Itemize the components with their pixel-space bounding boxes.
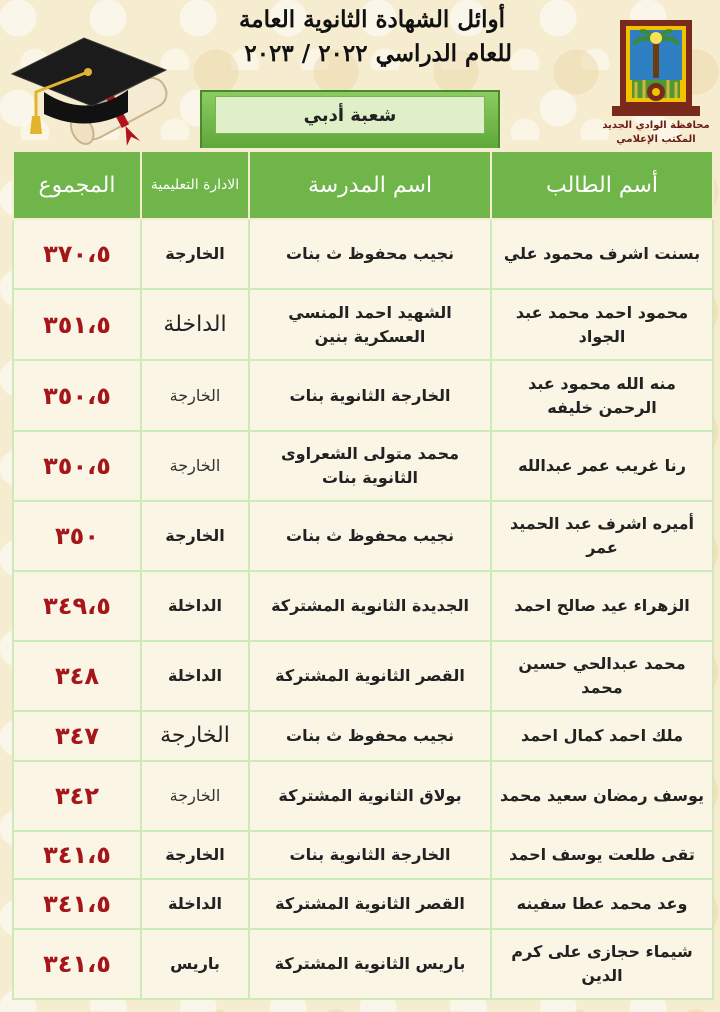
admin-name: الخارجة	[141, 360, 249, 431]
table-row	[13, 501, 713, 571]
admin-name: الداخلة	[141, 571, 249, 641]
page-title: أوائل الشهادة الثانوية العامة	[238, 6, 505, 33]
student-name: أميره اشرف عبد الحميد عمر	[491, 501, 713, 571]
column-header-school: اسم المدرسة	[249, 151, 491, 219]
column-header-total: المجموع	[13, 151, 141, 219]
student-name: ملك احمد كمال احمد	[491, 711, 713, 761]
school-name: باريس الثانوية المشتركة	[249, 929, 491, 999]
table-header-row	[13, 151, 713, 219]
school-name: الشهيد احمد المنسي العسكرية بنين	[249, 289, 491, 360]
school-name: بولاق الثانوية المشتركة	[249, 761, 491, 831]
total-score: ٣٤٨	[13, 641, 141, 711]
school-name: الجديدة الثانوية المشتركة	[249, 571, 491, 641]
school-name: نجيب محفوظ ث بنات	[249, 501, 491, 571]
student-name: محمد عبدالحي حسين محمد	[491, 641, 713, 711]
total-score: ٣٥٠	[13, 501, 141, 571]
admin-name: الخارجة	[141, 831, 249, 879]
logo-subcaption: المكتب الإعلامي	[616, 134, 696, 145]
total-score: ٣٤١،٥	[13, 831, 141, 879]
admin-name: الداخلة	[141, 879, 249, 929]
admin-name: الخارجة	[141, 501, 249, 571]
school-name: القصر الثانوية المشتركة	[249, 641, 491, 711]
student-name: الزهراء عيد صالح احمد	[491, 571, 713, 641]
student-name: منه الله محمود عبد الرحمن خليفه	[491, 360, 713, 431]
total-score: ٣٤٩،٥	[13, 571, 141, 641]
table-row	[13, 711, 713, 761]
student-name: وعد محمد عطا سفينه	[491, 879, 713, 929]
page-subtitle: للعام الدراسي ٢٠٢٢ / ٢٠٢٣	[244, 40, 512, 67]
admin-name: الخارجة	[141, 431, 249, 501]
table-row	[13, 360, 713, 431]
school-name: الخارجة الثانوية بنات	[249, 360, 491, 431]
graduation-cap-diploma-icon	[6, 30, 181, 150]
table-row	[13, 831, 713, 879]
total-score: ٣٥١،٥	[13, 289, 141, 360]
table-row	[13, 571, 713, 641]
admin-name: الخارجة	[141, 711, 249, 761]
total-score: ٣٥٠،٥	[13, 431, 141, 501]
table-row	[13, 219, 713, 289]
section-label: شعبة أدبي	[215, 96, 485, 134]
student-name: بسنت اشرف محمود علي	[491, 219, 713, 289]
admin-name: الخارجة	[141, 761, 249, 831]
column-header-student: أسم الطالب	[491, 151, 713, 219]
total-score: ٣٤١،٥	[13, 879, 141, 929]
table-row	[13, 761, 713, 831]
student-name: محمود احمد محمد عبد الجواد	[491, 289, 713, 360]
school-name: نجيب محفوظ ث بنات	[249, 711, 491, 761]
governorate-logo	[602, 14, 710, 154]
student-name: رنا غريب عمر عبدالله	[491, 431, 713, 501]
student-name: يوسف رمضان سعيد محمد	[491, 761, 713, 831]
school-name: الخارجة الثانوية بنات	[249, 831, 491, 879]
new-valley-governorate-emblem-icon	[606, 14, 706, 118]
logo-caption: محافظة الوادي الجديد	[602, 120, 710, 131]
total-score: ٣٤٢	[13, 761, 141, 831]
total-score: ٣٧٠،٥	[13, 219, 141, 289]
column-header-admin: الادارة التعليمية	[141, 151, 249, 219]
school-name: القصر الثانوية المشتركة	[249, 879, 491, 929]
school-name: نجيب محفوظ ث بنات	[249, 219, 491, 289]
admin-name: الخارجة	[141, 219, 249, 289]
table-row	[13, 431, 713, 501]
total-score: ٣٥٠،٥	[13, 360, 141, 431]
admin-name: باريس	[141, 929, 249, 999]
total-score: ٣٤١،٥	[13, 929, 141, 999]
table-row	[13, 879, 713, 929]
results-table	[12, 150, 714, 1000]
table-row	[13, 929, 713, 999]
admin-name: الداخلة	[141, 641, 249, 711]
total-score: ٣٤٧	[13, 711, 141, 761]
school-name: محمد متولى الشعراوى الثانوية بنات	[249, 431, 491, 501]
admin-name: الداخلة	[141, 289, 249, 360]
student-name: شيماء حجازى على كرم الدين	[491, 929, 713, 999]
student-name: تقى طلعت يوسف احمد	[491, 831, 713, 879]
table-row	[13, 289, 713, 360]
table-row	[13, 641, 713, 711]
